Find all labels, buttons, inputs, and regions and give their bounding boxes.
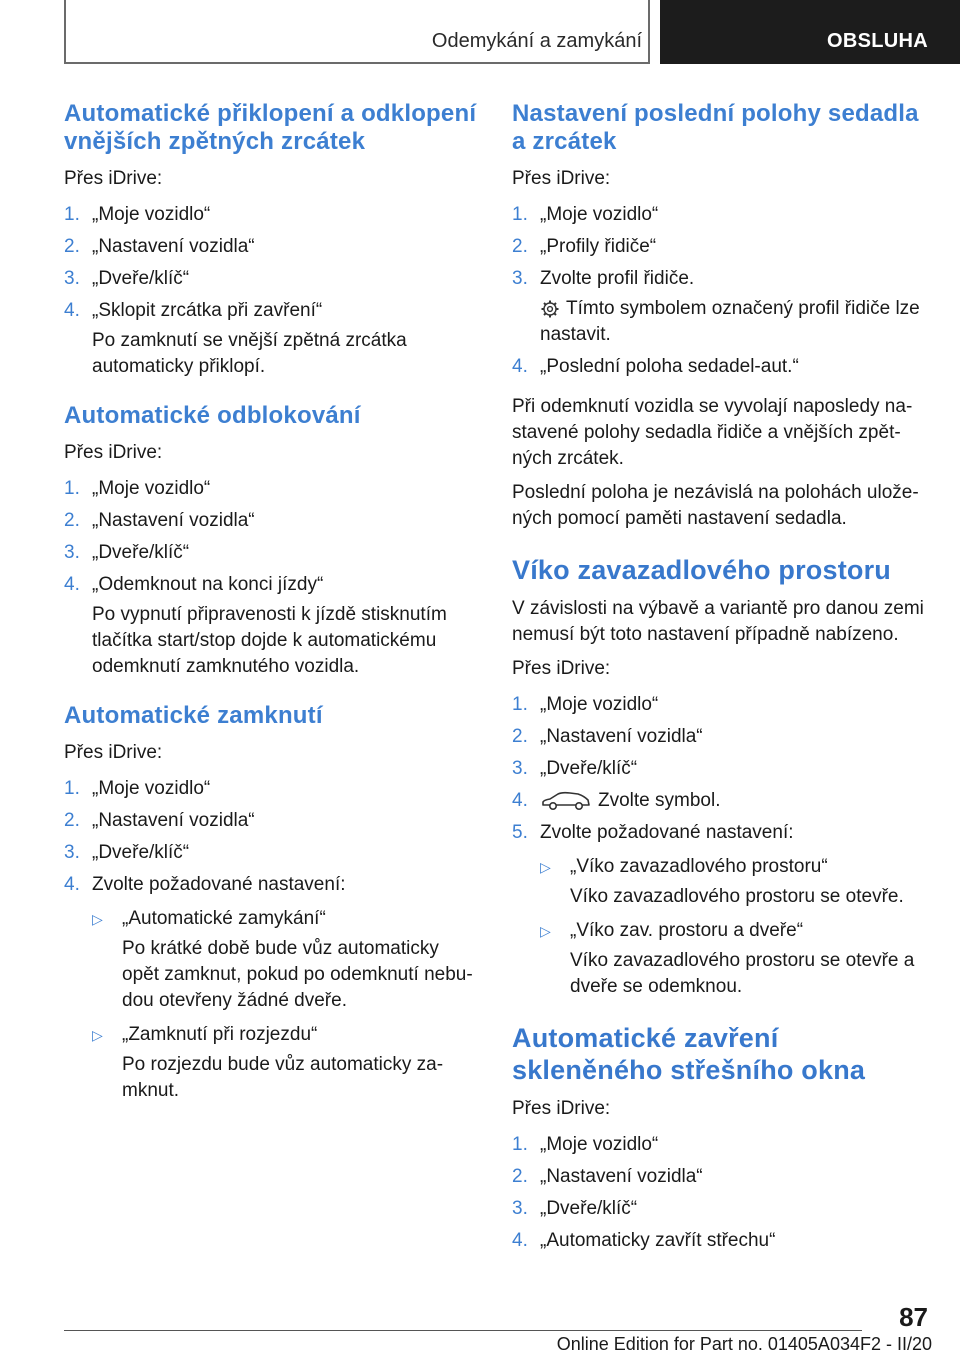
step-item bbox=[64, 808, 478, 834]
step-text: „Nastavení vozidla“ bbox=[540, 1166, 703, 1187]
step-note bbox=[540, 296, 932, 348]
step-text: „Dveře/klíč“ bbox=[540, 1198, 638, 1219]
step-note: Po vypnutí připravenosti k jízdě stisknutím tlačítka start/stop dojde k automatickému odemknutí zamknutého vozidla. bbox=[92, 604, 447, 677]
step-number: 1. bbox=[64, 478, 80, 499]
step-item bbox=[64, 572, 478, 680]
intro-text: Přes iDrive: bbox=[512, 1098, 611, 1119]
option-item bbox=[540, 918, 932, 1000]
step-number: 4. bbox=[512, 356, 528, 377]
right-column bbox=[512, 100, 932, 1268]
step-number: 4. bbox=[512, 1230, 528, 1251]
intro-text: Přes iDrive: bbox=[512, 658, 611, 679]
step-text: „Moje vozidlo“ bbox=[92, 778, 211, 799]
option-label: „Víko zavazadlového prostoru“ bbox=[570, 856, 828, 877]
step-number: 1. bbox=[64, 204, 80, 225]
step-text: „Profily řidiče“ bbox=[540, 236, 657, 257]
footer-rule bbox=[64, 1330, 862, 1331]
step-item bbox=[64, 508, 478, 534]
step-item bbox=[512, 354, 932, 380]
step-text: „Dveře/klíč“ bbox=[92, 268, 190, 289]
step-number: 2. bbox=[64, 236, 80, 257]
step-item bbox=[64, 476, 478, 502]
triangle-right-icon: ▷ bbox=[540, 859, 551, 875]
intro-text: Přes iDrive: bbox=[512, 168, 611, 189]
option-item bbox=[92, 1022, 478, 1104]
left-column bbox=[64, 100, 478, 1118]
body-paragraph: Poslední poloha je nezávislá na polohách uložených pomocí paměti nastavení sedadla. bbox=[512, 482, 919, 529]
step-note-text: Tímto symbolem označený profil řidiče lze nastavit. bbox=[540, 298, 920, 345]
step-text: „Odemknout na konci jízdy“ bbox=[92, 574, 324, 595]
step-text: „Nastavení vozidla“ bbox=[92, 510, 255, 531]
step-item bbox=[64, 840, 478, 866]
option-desc: Víko zavazadlového prostoru se otevře a dveře se odemknou. bbox=[570, 950, 915, 997]
header-mid-rule bbox=[648, 0, 650, 64]
step-number: 1. bbox=[512, 1134, 528, 1155]
step-item bbox=[512, 1196, 932, 1222]
step-number: 3. bbox=[64, 542, 80, 563]
step-text: „Dveře/klíč“ bbox=[540, 758, 638, 779]
step-item bbox=[512, 724, 932, 750]
step-number: 3. bbox=[64, 268, 80, 289]
option-desc: Víko zavazadlového prostoru se otevře. bbox=[570, 886, 904, 907]
step-item bbox=[64, 202, 478, 228]
heading-sunroof: Automatické zavření skleněného střešního okna bbox=[512, 1023, 866, 1085]
footer-edition: Online Edition for Part no. 01405A034F2 - II/20 bbox=[556, 1334, 932, 1354]
car-icon bbox=[540, 790, 592, 812]
step-note: Po zamknutí se vnější zpětná zrcátka automaticky přiklopí. bbox=[92, 330, 407, 377]
step-item bbox=[512, 234, 932, 260]
step-text: „Moje vozidlo“ bbox=[540, 694, 659, 715]
step-number: 2. bbox=[64, 810, 80, 831]
step-item bbox=[512, 1132, 932, 1158]
steps-list bbox=[512, 202, 932, 380]
options-list bbox=[92, 906, 478, 1104]
heading-auto-unlock: Automatické odblokování bbox=[64, 402, 361, 429]
step-number: 2. bbox=[512, 1166, 528, 1187]
step-item bbox=[512, 1228, 932, 1254]
triangle-right-icon: ▷ bbox=[92, 911, 103, 927]
step-number: 1. bbox=[64, 778, 80, 799]
step-item bbox=[64, 540, 478, 566]
step-item bbox=[64, 266, 478, 292]
step-number: 2. bbox=[512, 236, 528, 257]
option-desc: Po krátké době bude vůz automaticky opět zamknut, pokud po odemknutí nebudou otevřeny žádné dveře. bbox=[122, 938, 473, 1011]
header-left-rule bbox=[64, 0, 66, 64]
gear-icon bbox=[540, 299, 560, 319]
step-item bbox=[512, 692, 932, 718]
step-text: „Dveře/klíč“ bbox=[92, 542, 190, 563]
step-text: „Poslední poloha sedadel-aut.“ bbox=[540, 356, 799, 377]
step-item bbox=[512, 266, 932, 348]
chapter-tab bbox=[660, 0, 960, 64]
step-text: Zvolte symbol. bbox=[598, 790, 721, 811]
chapter-label: OBSLUHA bbox=[827, 30, 928, 52]
section-title: Odemykání a zamykání bbox=[431, 30, 642, 52]
step-number: 1. bbox=[512, 694, 528, 715]
step-text: „Nastavení vozidla“ bbox=[92, 810, 255, 831]
step-item bbox=[512, 1164, 932, 1190]
step-text: „Sklopit zrcátka při zavření“ bbox=[92, 300, 323, 321]
body-paragraph: V závislosti na výbavě a variantě pro danou zemi nemusí být toto nastavení případně nabízeno. bbox=[512, 598, 924, 645]
step-text: „Nastavení vozidla“ bbox=[92, 236, 255, 257]
step-number: 1. bbox=[512, 204, 528, 225]
step-text: „Moje vozidlo“ bbox=[540, 204, 659, 225]
step-item bbox=[64, 776, 478, 802]
step-item bbox=[512, 820, 932, 1000]
step-number: 3. bbox=[512, 268, 528, 289]
step-item bbox=[512, 756, 932, 782]
step-number: 3. bbox=[64, 842, 80, 863]
options-list bbox=[540, 854, 932, 1000]
option-item bbox=[92, 906, 478, 1014]
step-item bbox=[512, 788, 932, 814]
header-bottom-rule bbox=[64, 62, 650, 64]
steps-list bbox=[64, 776, 478, 1104]
step-item bbox=[512, 202, 932, 228]
option-desc: Po rozjezdu bude vůz automaticky zamknut. bbox=[122, 1054, 444, 1101]
triangle-right-icon: ▷ bbox=[540, 923, 551, 939]
intro-text: Přes iDrive: bbox=[64, 168, 163, 189]
step-text: Zvolte požadované nastavení: bbox=[92, 874, 346, 895]
step-number: 2. bbox=[64, 510, 80, 531]
step-text: „Moje vozidlo“ bbox=[540, 1134, 659, 1155]
step-text: „Automaticky zavřít střechu“ bbox=[540, 1230, 776, 1251]
heading-trunk-lid: Víko zavazadlového prostoru bbox=[512, 555, 891, 585]
steps-list bbox=[512, 1132, 932, 1254]
step-number: 4. bbox=[64, 300, 80, 321]
step-text: „Moje vozidlo“ bbox=[92, 204, 211, 225]
step-text: „Nastavení vozidla“ bbox=[540, 726, 703, 747]
step-number: 5. bbox=[512, 822, 528, 843]
option-label: „Víko zav. prostoru a dveře“ bbox=[570, 920, 804, 941]
heading-auto-lock: Automatické zamknutí bbox=[64, 702, 323, 729]
step-number: 4. bbox=[64, 574, 80, 595]
steps-list bbox=[512, 692, 932, 1000]
step-item bbox=[64, 872, 478, 1104]
heading-mirror-folding: Automatické přiklopení a odklopení vnějších zpětných zrcátek bbox=[64, 100, 477, 155]
step-number: 4. bbox=[512, 790, 528, 811]
step-number: 3. bbox=[512, 758, 528, 779]
page-number: 87 bbox=[899, 1302, 928, 1332]
step-text: Zvolte profil řidiče. bbox=[540, 268, 695, 289]
body-paragraph: Při odemknutí vozidla se vyvolají naposledy nastavené polohy sedadla řidiče a vnějších zpětných zrcátek. bbox=[512, 396, 913, 469]
steps-list bbox=[64, 476, 478, 680]
triangle-right-icon: ▷ bbox=[92, 1027, 103, 1043]
step-number: 3. bbox=[512, 1198, 528, 1219]
option-label: „Zamknutí při rozjezdu“ bbox=[122, 1024, 318, 1045]
intro-text: Přes iDrive: bbox=[64, 742, 163, 763]
step-item bbox=[64, 298, 478, 380]
heading-last-position: Nastavení poslední polohy sedadla a zrcátek bbox=[512, 100, 919, 155]
step-number: 4. bbox=[64, 874, 80, 895]
option-label: „Automatické zamykání“ bbox=[122, 908, 326, 929]
step-text: Zvolte požadované nastavení: bbox=[540, 822, 794, 843]
step-text: „Dveře/klíč“ bbox=[92, 842, 190, 863]
step-item bbox=[64, 234, 478, 260]
step-number: 2. bbox=[512, 726, 528, 747]
intro-text: Přes iDrive: bbox=[64, 442, 163, 463]
option-item bbox=[540, 854, 932, 910]
step-text: „Moje vozidlo“ bbox=[92, 478, 211, 499]
steps-list bbox=[64, 202, 478, 380]
